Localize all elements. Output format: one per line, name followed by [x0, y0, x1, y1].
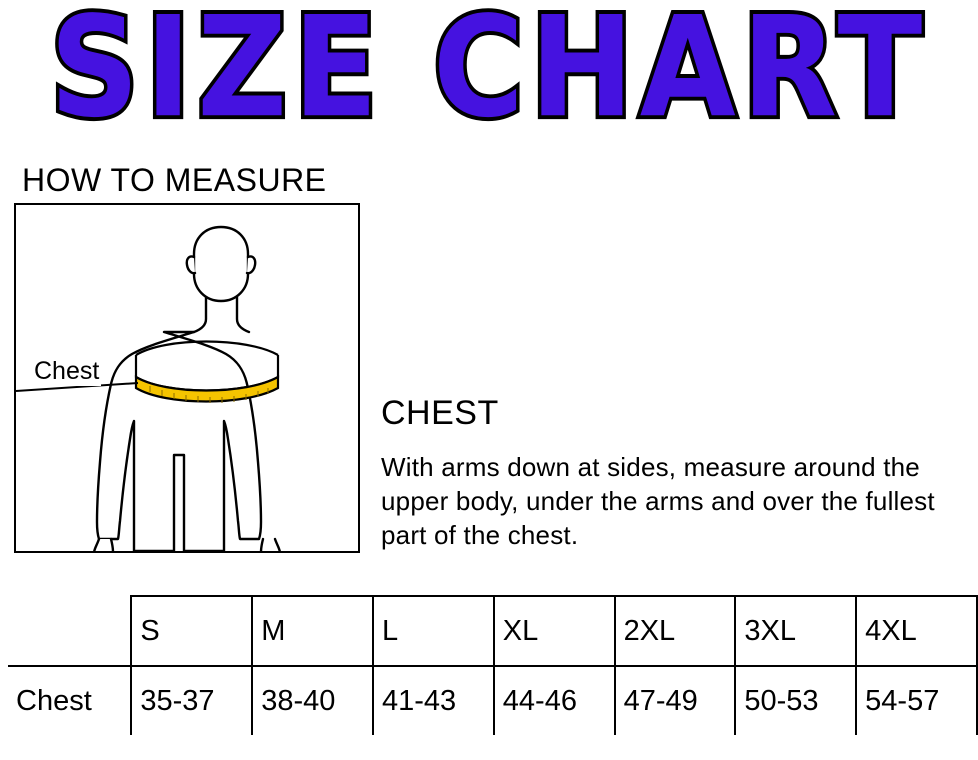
- table-cell-chest-3xl: 50-53: [735, 666, 856, 735]
- table-header-row: [8, 596, 977, 666]
- table-size-header-s: S: [131, 596, 252, 666]
- table-cell-chest-2xl: 47-49: [615, 666, 736, 735]
- description-body: With arms down at sides, measure around the upper body, under the arms and over the fullest part of the chest.: [381, 452, 935, 550]
- page-title: SIZE CHART: [49, 0, 929, 149]
- table-row-label-chest: Chest: [8, 666, 131, 735]
- description-heading: CHEST: [381, 394, 499, 432]
- table-size-header-3xl: 3XL: [735, 596, 856, 666]
- size-table: [8, 595, 978, 735]
- chest-callout-label: Chest: [34, 357, 100, 385]
- table-cell-chest-4xl: 54-57: [856, 666, 977, 735]
- table-cell-chest-xl: 44-46: [494, 666, 615, 735]
- table-row-chest: [8, 666, 977, 735]
- table-size-header-2xl: 2XL: [615, 596, 736, 666]
- table-cell-chest-m: 38-40: [252, 666, 373, 735]
- table-size-header-m: M: [252, 596, 373, 666]
- table-size-header-xl: XL: [494, 596, 615, 666]
- how-to-measure-heading: HOW TO MEASURE: [22, 162, 327, 198]
- table-size-header-l: L: [373, 596, 494, 666]
- table-corner-cell: [8, 596, 131, 666]
- table-cell-chest-s: 35-37: [131, 666, 252, 735]
- table-size-header-4xl: 4XL: [856, 596, 977, 666]
- table-cell-chest-l: 41-43: [373, 666, 494, 735]
